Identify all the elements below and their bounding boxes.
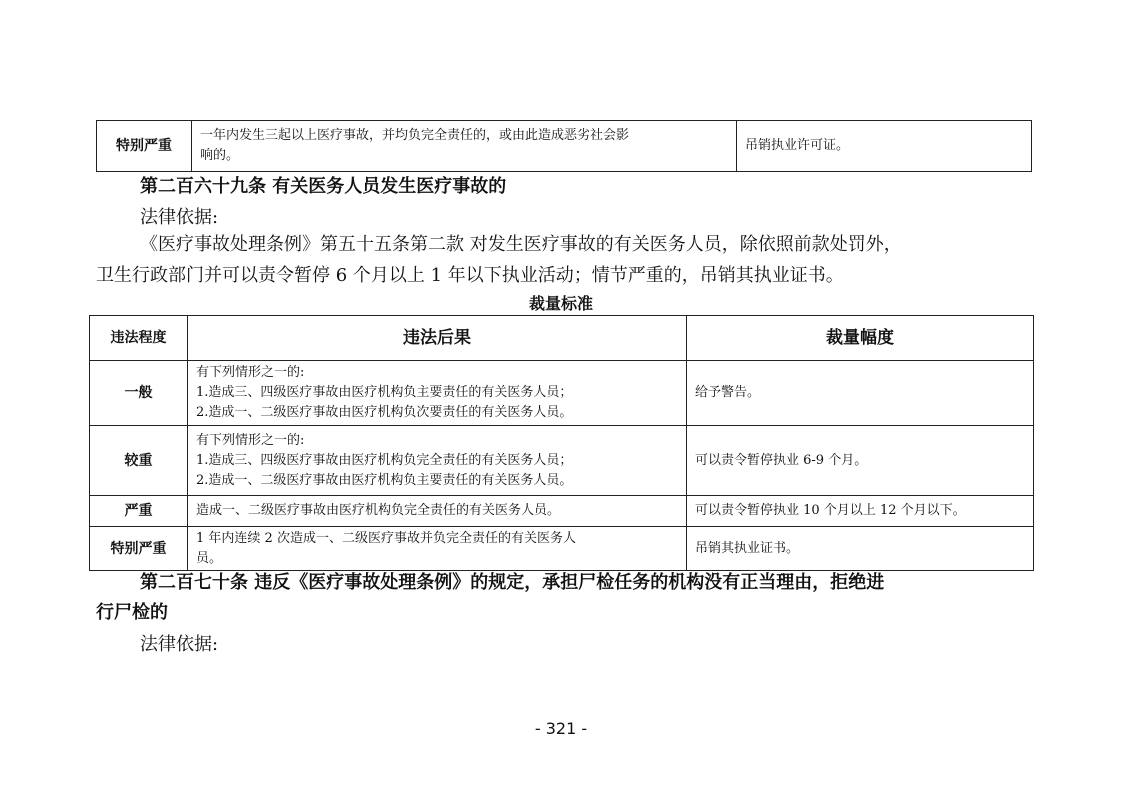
- penalty-cell: 吊销执业许可证。: [737, 121, 1032, 172]
- table-row: [90, 361, 1034, 426]
- consequence-line: 1 年内连续 2 次造成一、二级医疗事故并负完全责任的有关医务人: [196, 530, 576, 546]
- article-270-heading-line: 行尸检的: [96, 602, 168, 623]
- column-header: 违法程度: [90, 316, 188, 361]
- column-header: 裁量幅度: [687, 316, 1034, 361]
- consequence-line: 1.造成三、四级医疗事故由医疗机构负主要责任的有关医务人员；: [196, 385, 573, 400]
- consequence-cell: [188, 496, 687, 527]
- discretion-standards-table: [89, 315, 1034, 571]
- article-269-heading: 第二百六十九条 有关医务人员发生医疗事故的: [140, 176, 507, 197]
- violation-level-cell: 特别严重: [90, 527, 188, 571]
- violation-level-cell: 特别严重: [97, 121, 192, 172]
- table-header-row: [90, 316, 1034, 361]
- article-270-heading: [96, 568, 1032, 628]
- consequence-line: 有下列情形之一的:: [196, 365, 305, 380]
- legal-text-line: 卫生行政部门并可以责令暂停 6 个月以上 1 年以下执业活动；情节严重的，吊销其执业证书。: [96, 265, 844, 286]
- consequence-cell: [188, 426, 687, 496]
- consequence-line: 有下列情形之一的:: [196, 432, 305, 448]
- penalty-cell: 给予警告。: [687, 361, 1034, 426]
- consequence-line: 2.造成一、二级医疗事故由医疗机构负主要责任的有关医务人员。: [196, 472, 573, 488]
- legal-basis-label: 法律依据:: [140, 634, 219, 655]
- consequence-line: 员。: [196, 550, 223, 566]
- consequence-cell: [188, 361, 687, 426]
- consequence-line: 响的。: [200, 148, 240, 163]
- consequence-line: 造成一、二级医疗事故由医疗机构负完全责任的有关医务人员。: [196, 503, 561, 518]
- consequence-cell: [188, 527, 687, 571]
- violation-level-cell: 一般: [90, 361, 188, 426]
- column-header: 违法后果: [188, 316, 687, 361]
- penalty-cell: 可以责令暂停执业 10 个月以上 12 个月以下。: [687, 496, 1034, 527]
- article-270-heading-line: 第二百七十条 违反《医疗事故处理条例》的规定，承担尸检任务的机构没有正当理由，拒绝进: [140, 572, 885, 593]
- previous-standards-table-tail: [96, 120, 1032, 172]
- table-row: [90, 496, 1034, 527]
- penalty-cell: 可以责令暂停执业 6-9 个月。: [687, 426, 1034, 496]
- legal-basis-text: [96, 229, 1032, 291]
- violation-level-cell: 较重: [90, 426, 188, 496]
- penalty-cell: 吊销其执业证书。: [687, 527, 1034, 571]
- legal-basis-label: 法律依据:: [140, 207, 219, 228]
- consequence-line: 2.造成一、二级医疗事故由医疗机构负次要责任的有关医务人员。: [196, 405, 573, 420]
- table-row: [90, 527, 1034, 571]
- consequence-line: 1.造成三、四级医疗事故由医疗机构负完全责任的有关医务人员；: [196, 452, 573, 468]
- page-number: - 321 -: [534, 719, 588, 738]
- consequence-line: 一年内发生三起以上医疗事故，并均负完全责任的，或由此造成恶劣社会影: [200, 128, 630, 143]
- standards-caption: 裁量标准: [528, 294, 593, 313]
- legal-text-line: 《医疗事故处理条例》第五十五条第二款 对发生医疗事故的有关医务人员，除依照前款处罚外，: [140, 234, 902, 255]
- violation-level-cell: 严重: [90, 496, 188, 527]
- table-row: [97, 121, 1032, 172]
- consequence-cell: [192, 121, 737, 172]
- table-row: [90, 426, 1034, 496]
